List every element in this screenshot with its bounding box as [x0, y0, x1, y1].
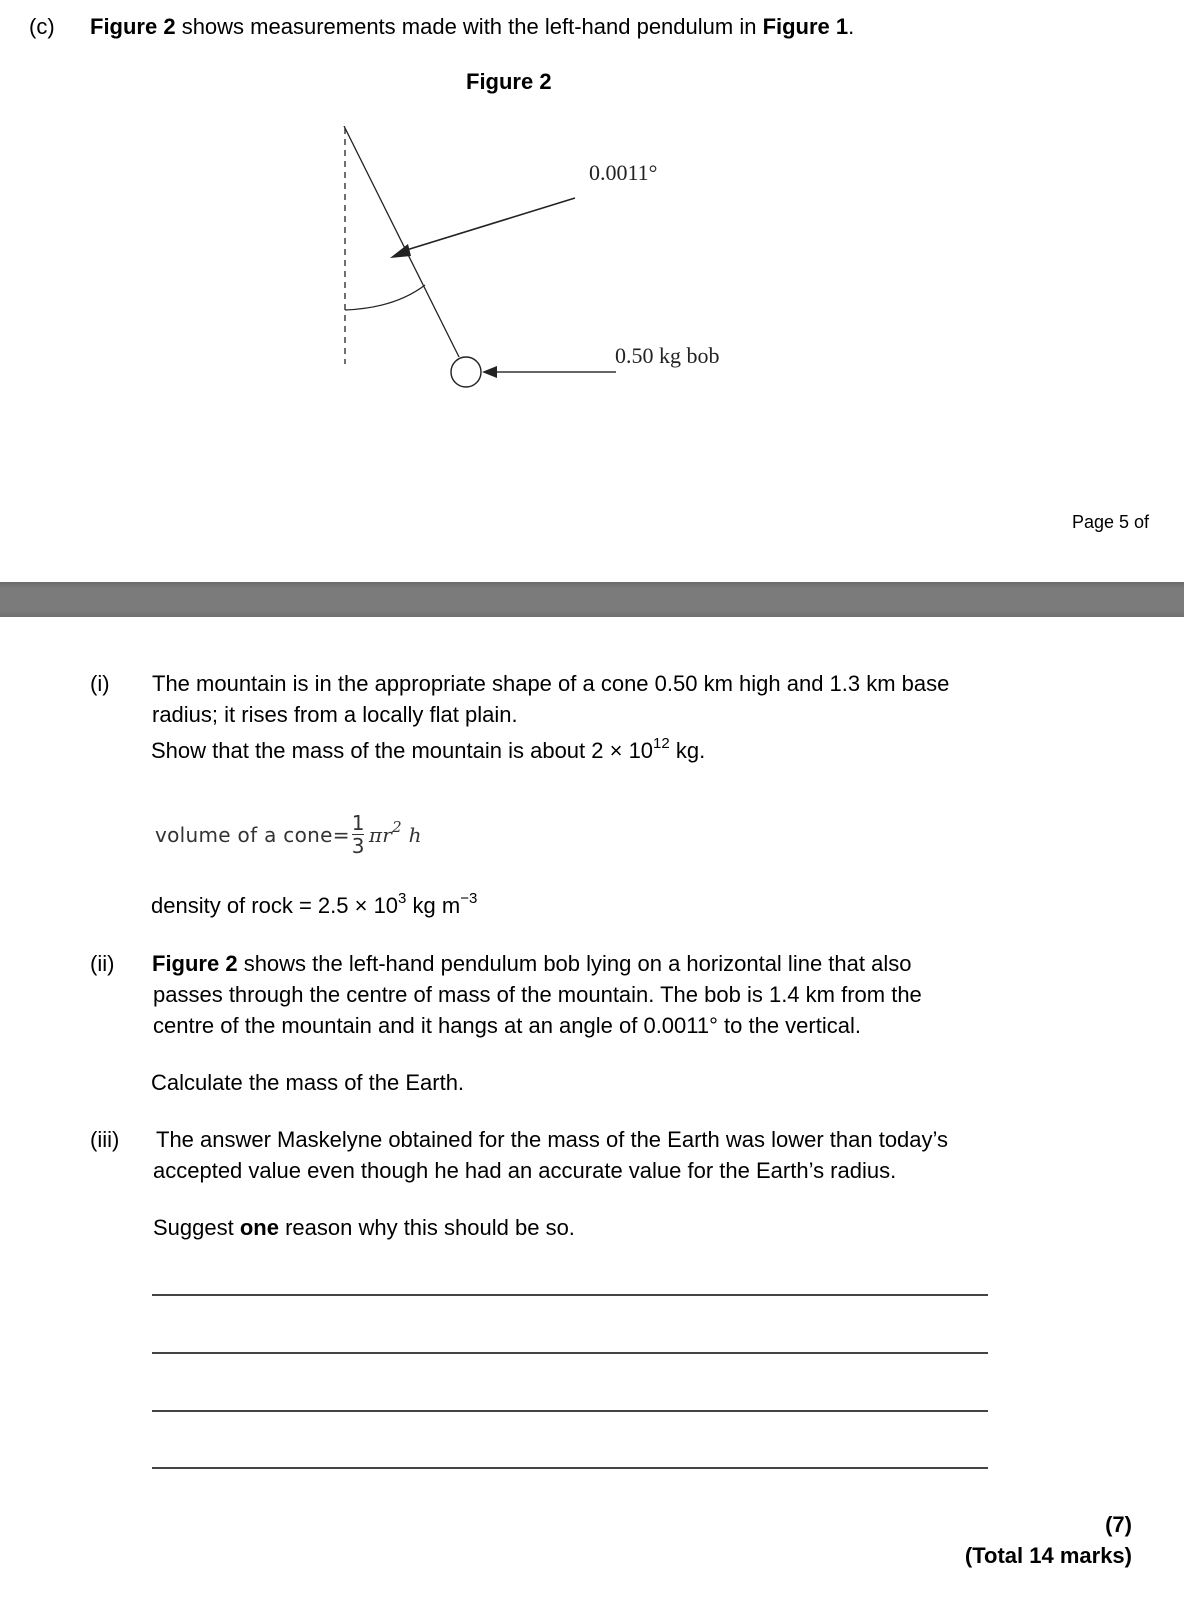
part-ii-bold-figure-2: Figure 2: [152, 951, 238, 976]
density-given: [151, 890, 477, 921]
page-break-band: [0, 582, 1184, 617]
part-ii-line-1-text: shows the left-hand pendulum bob lying on a horizontal line that also: [237, 951, 912, 976]
formula-h: h: [401, 822, 422, 847]
part-c-text: [90, 11, 854, 42]
formula-pi-r: πr: [368, 822, 393, 847]
bob-pointer-arrowhead: [482, 366, 497, 378]
suggest-bold-one: one: [239, 1215, 279, 1240]
part-ii-label: (ii): [90, 951, 115, 976]
answer-line[interactable]: [152, 1294, 988, 1296]
part-iii-line-1: The answer Maskelyne obtained for the mass of the Earth was lower than today’s: [156, 1127, 949, 1152]
part-c-text-2: .: [848, 14, 855, 39]
pendulum-bob: [451, 357, 481, 387]
part-ii-instruction: Calculate the mass of the Earth.: [151, 1070, 465, 1095]
formula-numerator: 1: [351, 811, 365, 835]
part-i-exponent: 12: [653, 734, 670, 752]
answer-line[interactable]: [152, 1352, 988, 1354]
part-i-line-1: The mountain is in the appropriate shape of a cone 0.50 km high and 1.3 km base: [152, 671, 950, 696]
answer-line[interactable]: [152, 1467, 988, 1469]
angle-arc: [345, 285, 425, 310]
pendulum-string: [344, 126, 459, 357]
angle-pointer-arrowhead: [390, 244, 411, 258]
formula-rhs: [368, 817, 422, 847]
part-ii-line-3: centre of the mountain and it hangs at an angle of 0.0011° to the vertical.: [153, 1013, 861, 1038]
part-i-line-3-post: kg.: [669, 738, 706, 763]
density-unit: kg m: [406, 893, 461, 918]
angle-pointer-line: [400, 198, 575, 252]
part-ii-line-1: [152, 948, 911, 979]
density-pre: density of rock = 2.5 × 10: [151, 893, 399, 918]
formula-lhs: volume of a cone=: [155, 822, 350, 847]
part-iii-line-2: accepted value even though he had an accurate value for the Earth’s radius.: [153, 1158, 897, 1183]
density-exponent: 3: [398, 889, 407, 907]
formula-denominator: 3: [351, 834, 365, 858]
page-number: Page 5 of: [1072, 512, 1150, 532]
answer-line[interactable]: [152, 1410, 988, 1412]
part-ii-line-2: passes through the centre of mass of the mountain. The bob is 1.4 km from the: [153, 982, 922, 1007]
suggest-post: reason why this should be so.: [278, 1215, 575, 1240]
part-i-label: (i): [90, 671, 110, 696]
density-unit-exponent: −3: [460, 889, 478, 907]
cone-volume-formula: [155, 812, 422, 857]
part-i-line-3-pre: Show that the mass of the mountain is about 2 × 10: [151, 738, 654, 763]
formula-r-exponent: 2: [392, 817, 402, 836]
part-c-label: (c): [29, 14, 55, 39]
formula-fraction: [352, 812, 365, 857]
part-c-bold-figure-2: Figure 2: [90, 14, 176, 39]
part-c-bold-figure-1: Figure 1: [762, 14, 849, 39]
figure-title: Figure 2: [466, 69, 552, 94]
total-marks: (Total 14 marks): [964, 1543, 1132, 1568]
part-i-line-3: [151, 735, 705, 766]
part-iii-suggest: [153, 1212, 575, 1243]
suggest-pre: Suggest: [153, 1215, 240, 1240]
part-i-line-2: radius; it rises from a locally flat plain.: [152, 702, 518, 727]
part-marks: (7): [1105, 1512, 1132, 1537]
part-iii-label: (iii): [90, 1127, 120, 1152]
bob-label: 0.50 kg bob: [615, 343, 720, 368]
part-c-text-1: shows measurements made with the left-hand pendulum in: [175, 14, 763, 39]
angle-label: 0.0011°: [589, 160, 658, 185]
